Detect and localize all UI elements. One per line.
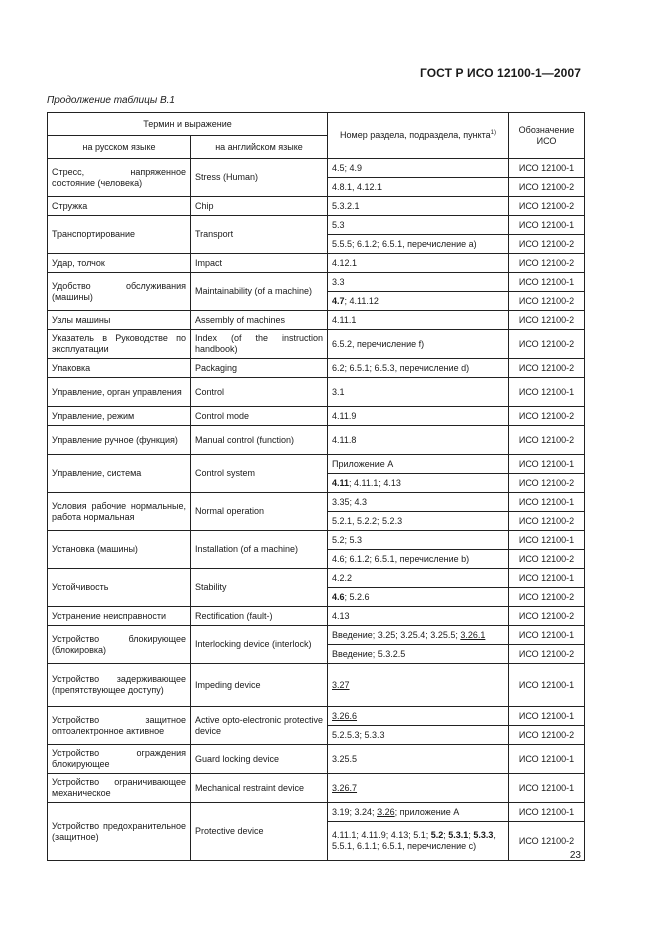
table-row: [48, 707, 585, 726]
term-ru: Указатель в Руководстве по эксплуатации: [48, 330, 191, 359]
col-ru-header: на русском языке: [48, 136, 191, 159]
iso-designation: ИСО 12100-2: [509, 588, 585, 607]
iso-designation: ИСО 12100-1: [509, 493, 585, 512]
term-en: Control mode: [191, 407, 328, 426]
term-en: Impeding device: [191, 664, 328, 707]
term-ru: Управление, система: [48, 455, 191, 493]
term-en: Control system: [191, 455, 328, 493]
term-en: Manual control (function): [191, 426, 328, 455]
term-en: Stability: [191, 569, 328, 607]
iso-designation: ИСО 12100-2: [509, 474, 585, 493]
iso-designation: ИСО 12100-2: [509, 550, 585, 569]
section-ref: [328, 645, 509, 664]
section-part: 5.3.1: [448, 830, 469, 840]
term-en: Rectification (fault-): [191, 607, 328, 626]
section-text: 4.12.1: [332, 257, 358, 268]
term-en: Normal operation: [191, 493, 328, 531]
table-row: [48, 378, 585, 407]
section-ref: [328, 159, 509, 178]
term-en: Transport: [191, 216, 328, 254]
section-ref: [328, 512, 509, 531]
section-part: 5.2: [430, 830, 444, 840]
iso-designation: ИСО 12100-2: [509, 311, 585, 330]
term-ru: Стресс, напряженное состояние (человека): [48, 159, 191, 197]
term-ru: Устройство защитное оптоэлектронное активное: [48, 707, 191, 745]
term-ru: Устойчивость: [48, 569, 191, 607]
section-ref: [328, 426, 509, 455]
section-text: Введение; 3.25; 3.25.4; 3.25.5;: [332, 629, 461, 640]
section-ref: [328, 359, 509, 378]
section-bold: 4.6: [332, 591, 345, 602]
col-en-header: на английском языке: [191, 136, 328, 159]
table-row: [48, 531, 585, 550]
iso-designation: ИСО 12100-2: [509, 235, 585, 254]
term-ru: Устройство ограждения блокирующее: [48, 745, 191, 774]
section-ref: [328, 178, 509, 197]
iso-designation: ИСО 12100-1: [509, 803, 585, 822]
iso-designation: ИСО 12100-1: [509, 774, 585, 803]
iso-designation: ИСО 12100-2: [509, 512, 585, 531]
term-en: Installation (of a machine): [191, 531, 328, 569]
section-text: 5.5.5; 6.1.2; 6.5.1, перечисление а): [332, 238, 477, 249]
iso-designation: ИСО 12100-1: [509, 626, 585, 645]
table-row: [48, 626, 585, 645]
section-text: 5.2.5.3; 5.3.3: [332, 729, 385, 740]
section-text: ; 4.11.12: [344, 295, 379, 306]
iso-designation: ИСО 12100-2: [509, 254, 585, 273]
col-group-header: Термин и выражение: [48, 113, 328, 136]
term-ru: Управление, орган управления: [48, 378, 191, 407]
section-ref: [328, 569, 509, 588]
term-ru: Узлы машины: [48, 311, 191, 330]
term-ru: Установка (машины): [48, 531, 191, 569]
table-row: [48, 273, 585, 292]
col-section-header: Номер раздела, подраздела, пункта$^{1)}$: [328, 113, 509, 159]
section-part: 4.11.1; 4.11.9; 4.13; 5.1;: [332, 830, 431, 840]
section-ref: [328, 774, 509, 803]
table-row: [48, 664, 585, 707]
term-en: Maintainability (of a machine): [191, 273, 328, 311]
table-row: [48, 803, 585, 822]
page-number: 23: [569, 850, 581, 861]
section-ref: [328, 216, 509, 235]
iso-designation: ИСО 12100-2: [509, 197, 585, 216]
section-part: 5.3.3: [473, 830, 494, 840]
table-row: [48, 774, 585, 803]
term-ru: Упаковка: [48, 359, 191, 378]
section-ref: [328, 273, 509, 292]
term-ru: Условия рабочие нормальные, работа нормальная: [48, 493, 191, 531]
section-text: 5.3.2.1: [332, 200, 360, 211]
term-en: Protective device: [191, 803, 328, 861]
iso-designation: ИСО 12100-2: [509, 359, 585, 378]
iso-designation: ИСО 12100-2: [509, 726, 585, 745]
term-en: Active opto-electronic protective device: [191, 707, 328, 745]
section-text: 3.3: [332, 276, 345, 287]
term-en: Control: [191, 378, 328, 407]
term-ru: Стружка: [48, 197, 191, 216]
section-ref: [328, 531, 509, 550]
iso-designation: ИСО 12100-1: [509, 707, 585, 726]
term-ru: Устройство задерживающее (препятствующее доступу): [48, 664, 191, 707]
section-part: ;: [443, 830, 449, 840]
section-text: Приложение А: [332, 458, 394, 469]
iso-designation: ИСО 12100-1: [509, 273, 585, 292]
iso-designation: ИСО 12100-2: [509, 330, 585, 359]
iso-designation: ИСО 12100-2: [509, 178, 585, 197]
section-text: 6.2; 6.5.1; 6.5.3, перечисление d): [332, 362, 470, 373]
term-ru: Устранение неисправности: [48, 607, 191, 626]
section-ref: [328, 588, 509, 607]
term-en: Impact: [191, 254, 328, 273]
term-ru: Удар, толчок: [48, 254, 191, 273]
section-ref: [328, 254, 509, 273]
table-row: [48, 311, 585, 330]
iso-designation: ИСО 12100-1: [509, 531, 585, 550]
section-text: 4.2.2: [332, 572, 353, 583]
section-text: 4.5; 4.9: [332, 162, 363, 173]
iso-designation: ИСО 12100-1: [509, 159, 585, 178]
section-text: ; 5.2.6: [344, 591, 370, 602]
section-text: 3.35; 4.3: [332, 496, 368, 507]
col-iso-header: Обозначение ИСО: [509, 113, 585, 159]
section-part: ;: [468, 830, 474, 840]
iso-designation: ИСО 12100-1: [509, 455, 585, 474]
section-ref: [328, 455, 509, 474]
section-ref: [328, 235, 509, 254]
section-ref: [328, 607, 509, 626]
iso-designation: ИСО 12100-1: [509, 378, 585, 407]
table-caption: Продолжение таблицы В.1: [47, 95, 175, 106]
table-row: [48, 493, 585, 512]
section-bold: 4.7: [332, 295, 345, 306]
table-row: [48, 197, 585, 216]
section-text: 6.5.2, перечисление f): [332, 338, 425, 349]
term-en: Packaging: [191, 359, 328, 378]
section-ref: [328, 292, 509, 311]
term-ru: Удобство обслуживания (машины): [48, 273, 191, 311]
term-ru: Управление ручное (функция): [48, 426, 191, 455]
table-row: [48, 407, 585, 426]
section-ref: [328, 493, 509, 512]
iso-designation: ИСО 12100-2: [509, 292, 585, 311]
section-ref: [328, 664, 509, 707]
section-text: 5.3: [332, 219, 345, 230]
terms-table: [47, 112, 585, 861]
term-en: Stress (Human): [191, 159, 328, 197]
term-en: Index (of the instruction handbook): [191, 330, 328, 359]
term-en: Mechanical restraint device: [191, 774, 328, 803]
term-ru: Управление, режим: [48, 407, 191, 426]
section-text: 5.2.1, 5.2.2; 5.2.3: [332, 515, 403, 526]
section-bold: 4.11: [332, 477, 350, 488]
section-text: 4.11.9: [332, 410, 357, 421]
section-ref: [328, 311, 509, 330]
footnote-mark: 1): [490, 130, 497, 136]
section-tail: ; приложение А: [394, 806, 460, 817]
section-ref: [328, 707, 509, 726]
iso-designation: ИСО 12100-2: [509, 407, 585, 426]
iso-designation: ИСО 12100-2: [509, 607, 585, 626]
iso-designation: ИСО 12100-1: [509, 745, 585, 774]
section-underlined: 3.27: [332, 679, 350, 690]
section-part: , 5.5.1, 6.1.1; 6.5.1, перечисление c): [332, 830, 496, 851]
section-text: 4.11.1: [332, 314, 357, 325]
table-row: [48, 569, 585, 588]
section-ref: [328, 726, 509, 745]
section-underlined: 3.26.7: [332, 782, 358, 793]
section-ref: [328, 197, 509, 216]
section-ref: [328, 378, 509, 407]
section-ref: [328, 550, 509, 569]
term-ru: Устройство предохранительное (защитное): [48, 803, 191, 861]
table-row: [48, 330, 585, 359]
section-ref: [328, 474, 509, 493]
section-text: 4.8.1, 4.12.1: [332, 181, 383, 192]
term-ru: Транспортирование: [48, 216, 191, 254]
section-text: ; 4.11.1; 4.13: [349, 477, 401, 488]
iso-designation: ИСО 12100-1: [509, 216, 585, 235]
section-ref: [328, 822, 509, 861]
table-row: [48, 745, 585, 774]
section-text: 3.1: [332, 386, 345, 397]
section-text: 4.6; 6.1.2; 6.5.1, перечисление b): [332, 553, 470, 564]
table-row: [48, 359, 585, 378]
section-underlined: 3.26.1: [460, 629, 486, 640]
section-ref: [328, 330, 509, 359]
standard-title: ГОСТ Р ИСО 12100-1—2007: [419, 66, 581, 80]
table-row: [48, 455, 585, 474]
table-row: [48, 159, 585, 178]
table-row: [48, 254, 585, 273]
section-text: 3.25.5: [332, 753, 358, 764]
iso-designation: ИСО 12100-1: [509, 664, 585, 707]
table-row: [48, 426, 585, 455]
iso-designation: ИСО 12100-2: [509, 426, 585, 455]
term-ru: Устройство ограничивающее механическое: [48, 774, 191, 803]
iso-designation: ИСО 12100-1: [509, 569, 585, 588]
term-ru: Устройство блокирующее (блокировка): [48, 626, 191, 664]
table-row: [48, 607, 585, 626]
table-row: [48, 216, 585, 235]
term-en: Interlocking device (interlock): [191, 626, 328, 664]
section-text: Введение; 5.3.2.5: [332, 648, 406, 659]
term-en: Guard locking device: [191, 745, 328, 774]
table-body: [48, 159, 585, 861]
iso-designation: ИСО 12100-2: [509, 645, 585, 664]
section-text: 4.11.8: [332, 434, 357, 445]
section-underlined: 3.26.6: [332, 710, 358, 721]
iso-designation: ИСО 12100-2: [509, 822, 585, 861]
section-ref: [328, 407, 509, 426]
section-ref: [328, 626, 509, 645]
section-underlined: 3.26: [377, 806, 395, 817]
section-ref: [328, 803, 509, 822]
section-text: 4.13: [332, 610, 350, 621]
section-text: 3.19; 3.24;: [332, 806, 378, 817]
section-ref: [328, 745, 509, 774]
term-en: Chip: [191, 197, 328, 216]
section-text: 5.2; 5.3: [332, 534, 363, 545]
term-en: Assembly of machines: [191, 311, 328, 330]
